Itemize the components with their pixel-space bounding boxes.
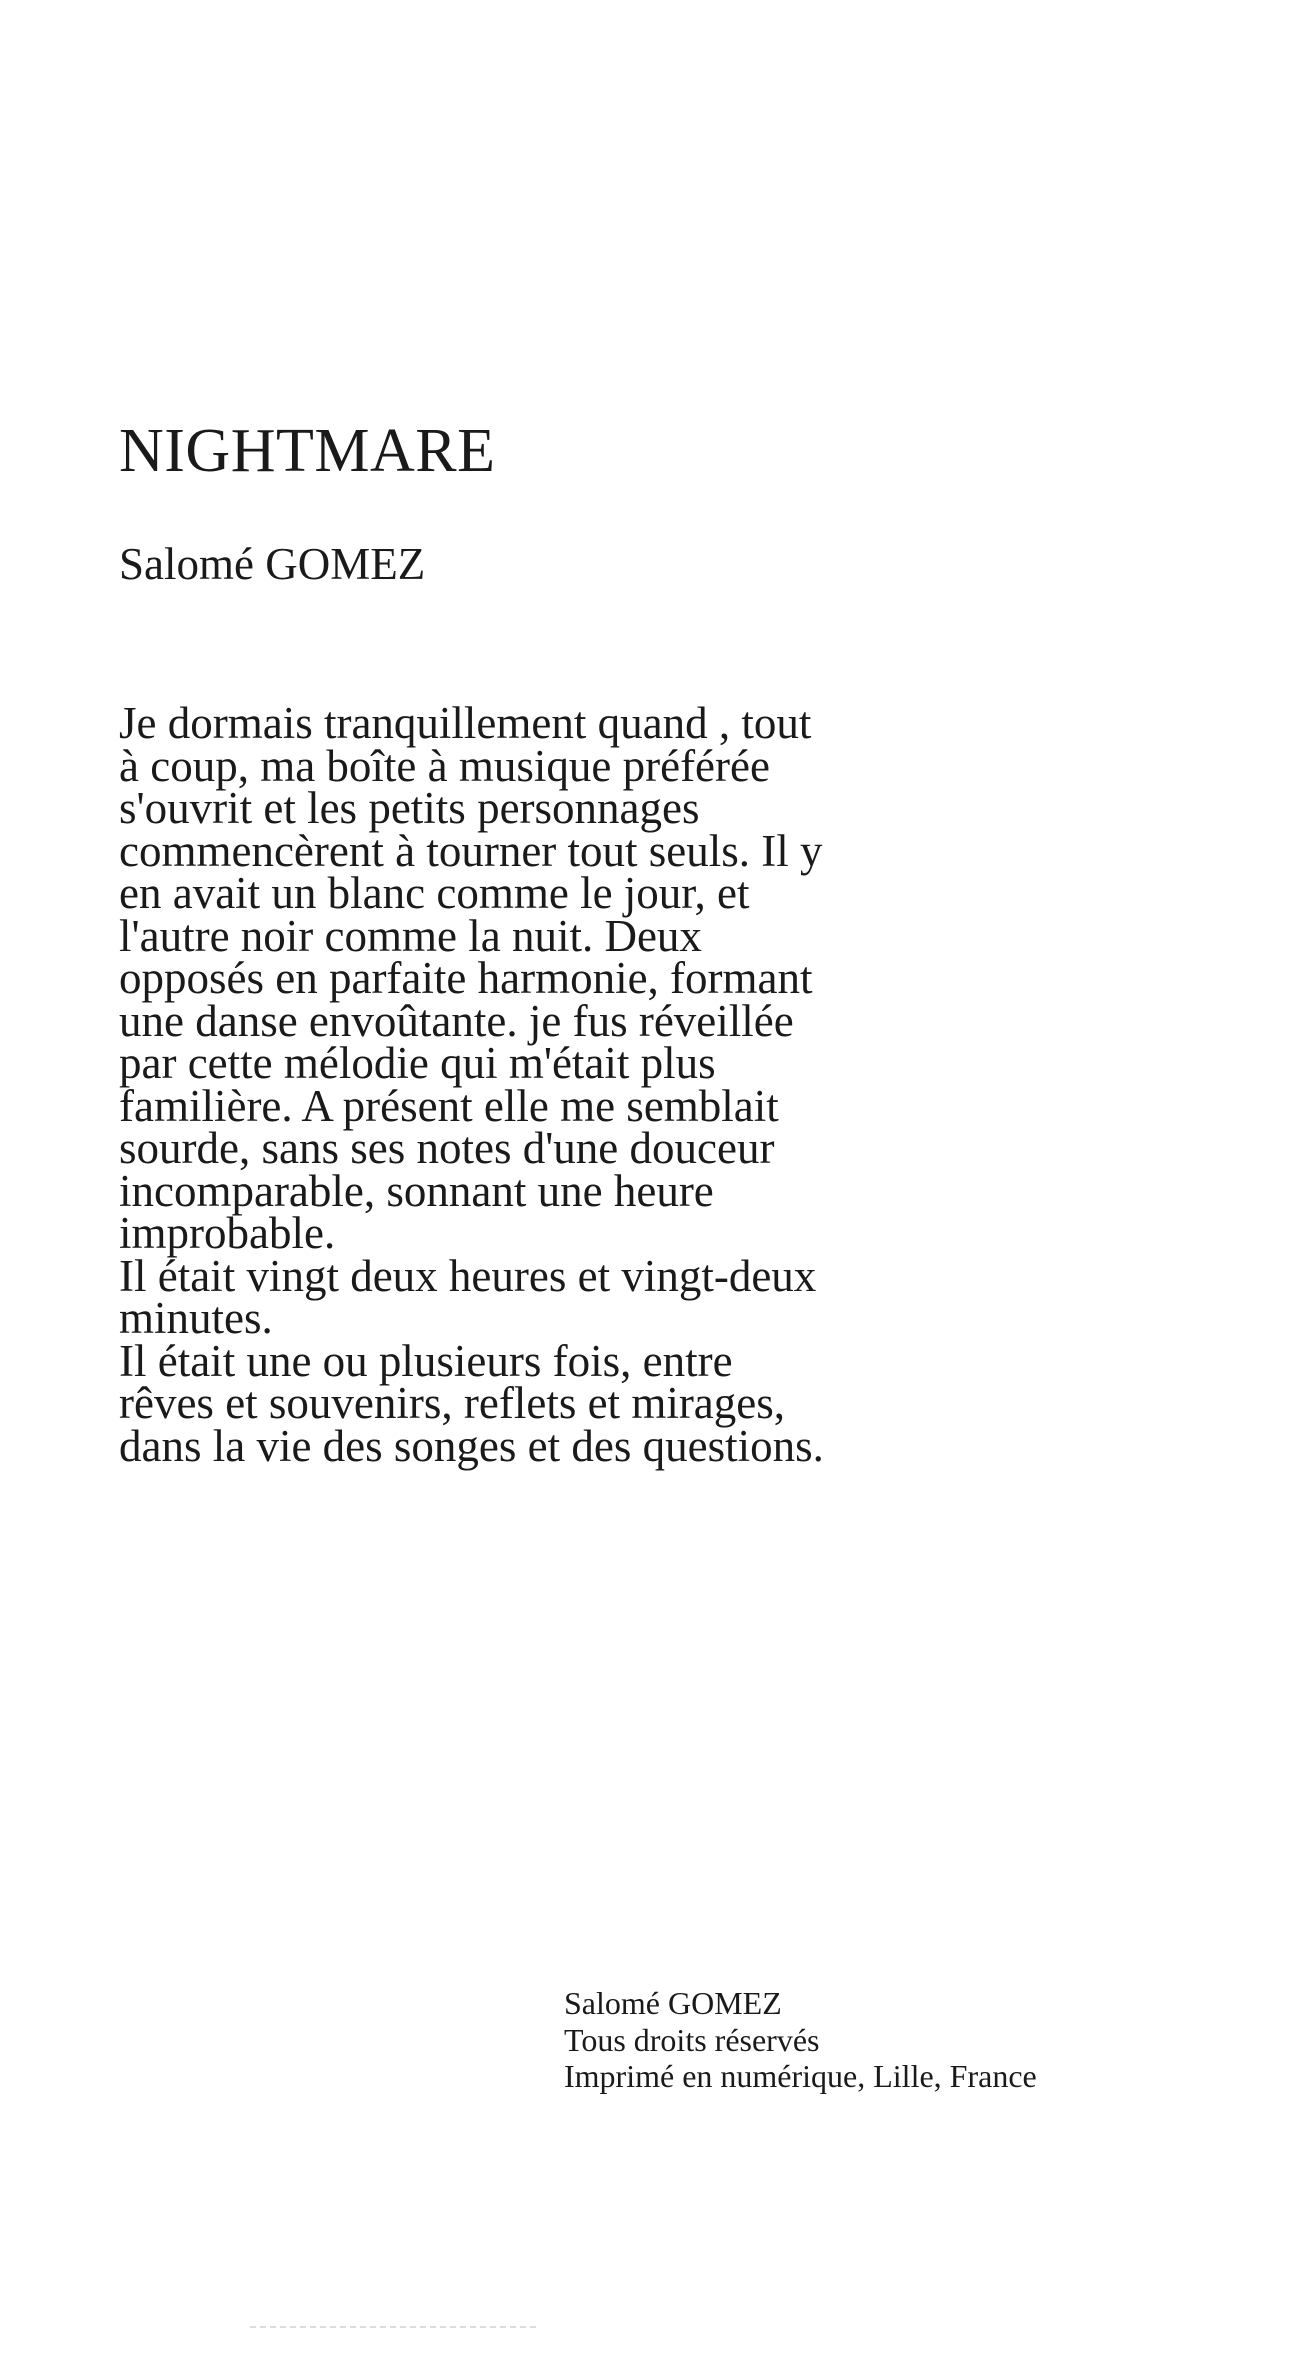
colophon (564, 1985, 1037, 2095)
story-text (119, 698, 999, 1471)
colophon-rights: Tous droits réservés (564, 2021, 820, 2058)
author-name: Salomé GOMEZ (119, 539, 426, 589)
colophon-printed: Imprimé en numérique, Lille, France (564, 2058, 1037, 2094)
story-paragraph-2: Il était vingt deux heures et vingt-deux minutes. (119, 1250, 817, 1343)
story-paragraph-3: Il était une ou plusieurs fois, entre rêves et souvenirs, reflets et mirages, dans la vie des songes et des questions. (119, 1335, 824, 1471)
story-paragraph-1: Je dormais tranquillement quand , tout à coup, ma boîte à musique préférée s'ouvrit et les petits personnages commencèrent à tourner tout seuls. Il y en avait un blanc comme le jour, et l'autre noir comme la nuit. Deux opposés en parfaite harmonie, formant une danse envoûtante. je fus réveillée par cette mélodie qui m'était plus familière. A présent elle me semblait sourde, sans ses notes d'une douceur incomparable, sonnant une heure improbable. (119, 698, 823, 1258)
document-title: NIGHTMARE (119, 417, 496, 485)
colophon-author: Salomé GOMEZ (564, 1985, 782, 2021)
footer-divider (250, 2326, 536, 2328)
